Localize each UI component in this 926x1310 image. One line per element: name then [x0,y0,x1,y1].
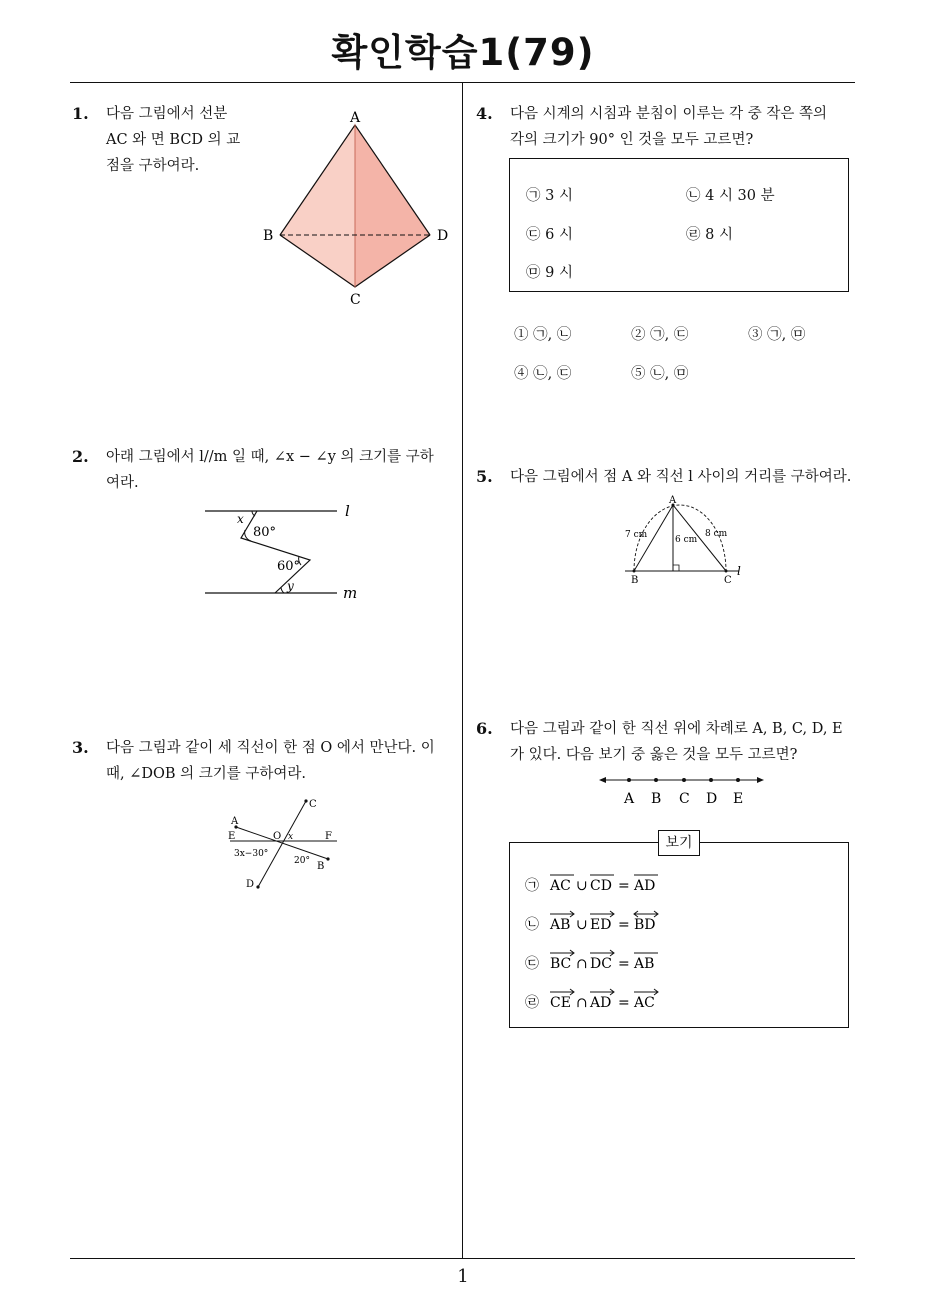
q5-label-7cm: 7 cm [625,530,648,540]
q2-label-80: 80° [253,525,277,540]
q1-face-right [355,125,430,287]
q5-label-8cm: 8 cm [705,529,728,539]
q3-label-20: 20° [294,856,310,866]
q6-item3-term1: BC [550,956,572,972]
q6-item2-op: ∪ [576,917,588,933]
q2-parallel-lines-figure [195,498,370,608]
q4-text-line1: 다음 시계의 시침과 분침이 이루는 각 중 작은 쪽의 [510,106,828,122]
q6-item2-term1: AB [550,917,571,933]
q2-text [106,444,434,496]
q1-label-D: D [437,228,449,244]
q6-number: 6. [476,719,493,738]
q2-label-y: y [287,579,294,593]
q5-number: 5. [476,467,493,486]
q3-text-line1: 다음 그림과 같이 세 직선이 한 점 O 에서 만난다. 이 [106,740,435,756]
q6-item1-result: AD [634,878,656,894]
q6-item3-eq: = [618,956,630,972]
q1-text [106,101,240,179]
q2-label-l: l [345,502,350,520]
q6-item1-term1: AC [550,878,571,894]
q6-item4-term1: CE [550,995,571,1011]
q2-number: 2. [72,447,89,466]
q6-item4-term2: AD [590,995,612,1011]
q2-text-line2: 여라. [106,475,139,491]
q6-bogi-mark-1: ㉠ [525,878,539,894]
q6-item3-result: AB [634,956,655,972]
q3-label-F: F [325,831,332,842]
q5-text-line1: 다음 그림에서 점 A 와 직선 l 사이의 거리를 구하여라. [510,469,852,485]
q2-label-60: 60° [277,559,301,574]
q6-item3-op: ∩ [576,956,588,972]
q5-label-A: A [669,495,677,506]
q6-item1-term2: CD [590,878,612,894]
q4-box-item-3: ㉢ 6 시 [526,227,573,243]
q4-box-item-4: ㉣ 8 시 [686,227,733,243]
q4-choice-1[interactable]: ① ㉠, ㉡ [514,327,572,343]
q3-text [106,735,435,787]
q4-choice-5[interactable]: ⑤ ㉡, ㉤ [631,366,689,382]
q3-label-3x-30: 3x−30° [234,849,269,859]
q3-label-D: D [246,879,255,890]
q4-box-item-2: ㉡ 4 시 30 분 [686,188,775,204]
q6-text [510,716,843,768]
q6-bogi-label: 보기 [658,830,700,856]
q6-point-E: E [733,791,744,807]
page-number: 1 [457,1266,469,1287]
q3-intersecting-lines-figure [222,795,347,895]
q4-choice-3[interactable]: ③ ㉠, ㉤ [748,327,806,343]
column-divider [462,82,463,1258]
q5-label-6cm: 6 cm [675,535,698,545]
q6-bogi-expressions [520,860,820,1020]
q6-item3-term2: DC [590,956,612,972]
q4-choice-2[interactable]: ② ㉠, ㉢ [631,327,689,343]
q6-item4-eq: = [618,995,630,1011]
q3-label-x: x [288,832,294,842]
q3-text-line2: 때, ∠DOB 의 크기를 구하여라. [106,766,307,782]
q1-text-line3: 점을 구하여라. [106,158,200,174]
q4-number: 4. [476,104,493,123]
q6-point-B: B [651,791,662,807]
q6-item2-eq: = [618,917,630,933]
q6-bogi-mark-3: ㉢ [525,956,539,972]
q2-label-x: x [237,512,244,526]
q5-label-l: l [737,564,741,578]
q6-text-line2: 가 있다. 다음 보기 중 옳은 것을 모두 고르면? [510,747,798,763]
q6-item4-result: AC [634,995,655,1011]
bottom-rule [70,1258,855,1259]
q3-number: 3. [72,738,89,757]
q1-face-left [280,125,355,287]
q6-text-line1: 다음 그림과 같이 한 직선 위에 차례로 A, B, C, D, E [510,721,843,737]
q2-text-line1: 아래 그림에서 l//m 일 때, ∠x − ∠y 의 크기를 구하 [106,449,434,465]
q4-text [510,101,827,153]
q6-point-D: D [706,791,718,807]
q6-number-line-figure [595,770,770,810]
q5-label-C: C [724,575,732,586]
q6-point-A: A [624,791,635,807]
q1-text-line1: 다음 그림에서 선분 [106,106,228,122]
q6-item2-result: BD [634,917,656,933]
q6-item4-op: ∩ [576,995,588,1011]
q5-text [510,464,851,490]
q3-label-C: C [309,799,317,810]
q4-box-item-1: ㉠ 3 시 [526,188,573,204]
q1-text-line2: AC 와 면 BCD 의 교 [106,132,241,148]
q6-bogi-mark-2: ㉡ [525,917,539,933]
q1-label-A: A [350,110,361,126]
q6-item1-op: ∪ [576,878,588,894]
q4-box-item-5: ㉤ 9 시 [526,265,573,281]
q6-bogi-mark-4: ㉣ [525,995,539,1011]
q5-label-B: B [631,575,639,586]
q4-text-line2: 각의 크기가 90° 인 것을 모두 고르면? [510,132,754,148]
q3-label-O: O [273,831,282,842]
q1-label-C: C [350,292,361,308]
q1-number: 1. [72,104,89,123]
q3-label-A: A [231,816,239,827]
q2-label-m: m [343,584,358,602]
q1-label-B: B [263,228,274,244]
q4-options-box [509,158,849,292]
q3-label-E: E [228,831,236,842]
q5-triangle-figure [615,495,760,587]
q6-item2-term2: ED [590,917,612,933]
page-title: 확인학습1(79) [331,31,595,74]
q6-item1-eq: = [618,878,630,894]
q4-choice-4[interactable]: ④ ㉡, ㉢ [514,366,572,382]
q6-point-C: C [679,791,690,807]
q1-tetrahedron-figure [255,105,455,310]
q3-label-B: B [317,861,325,872]
